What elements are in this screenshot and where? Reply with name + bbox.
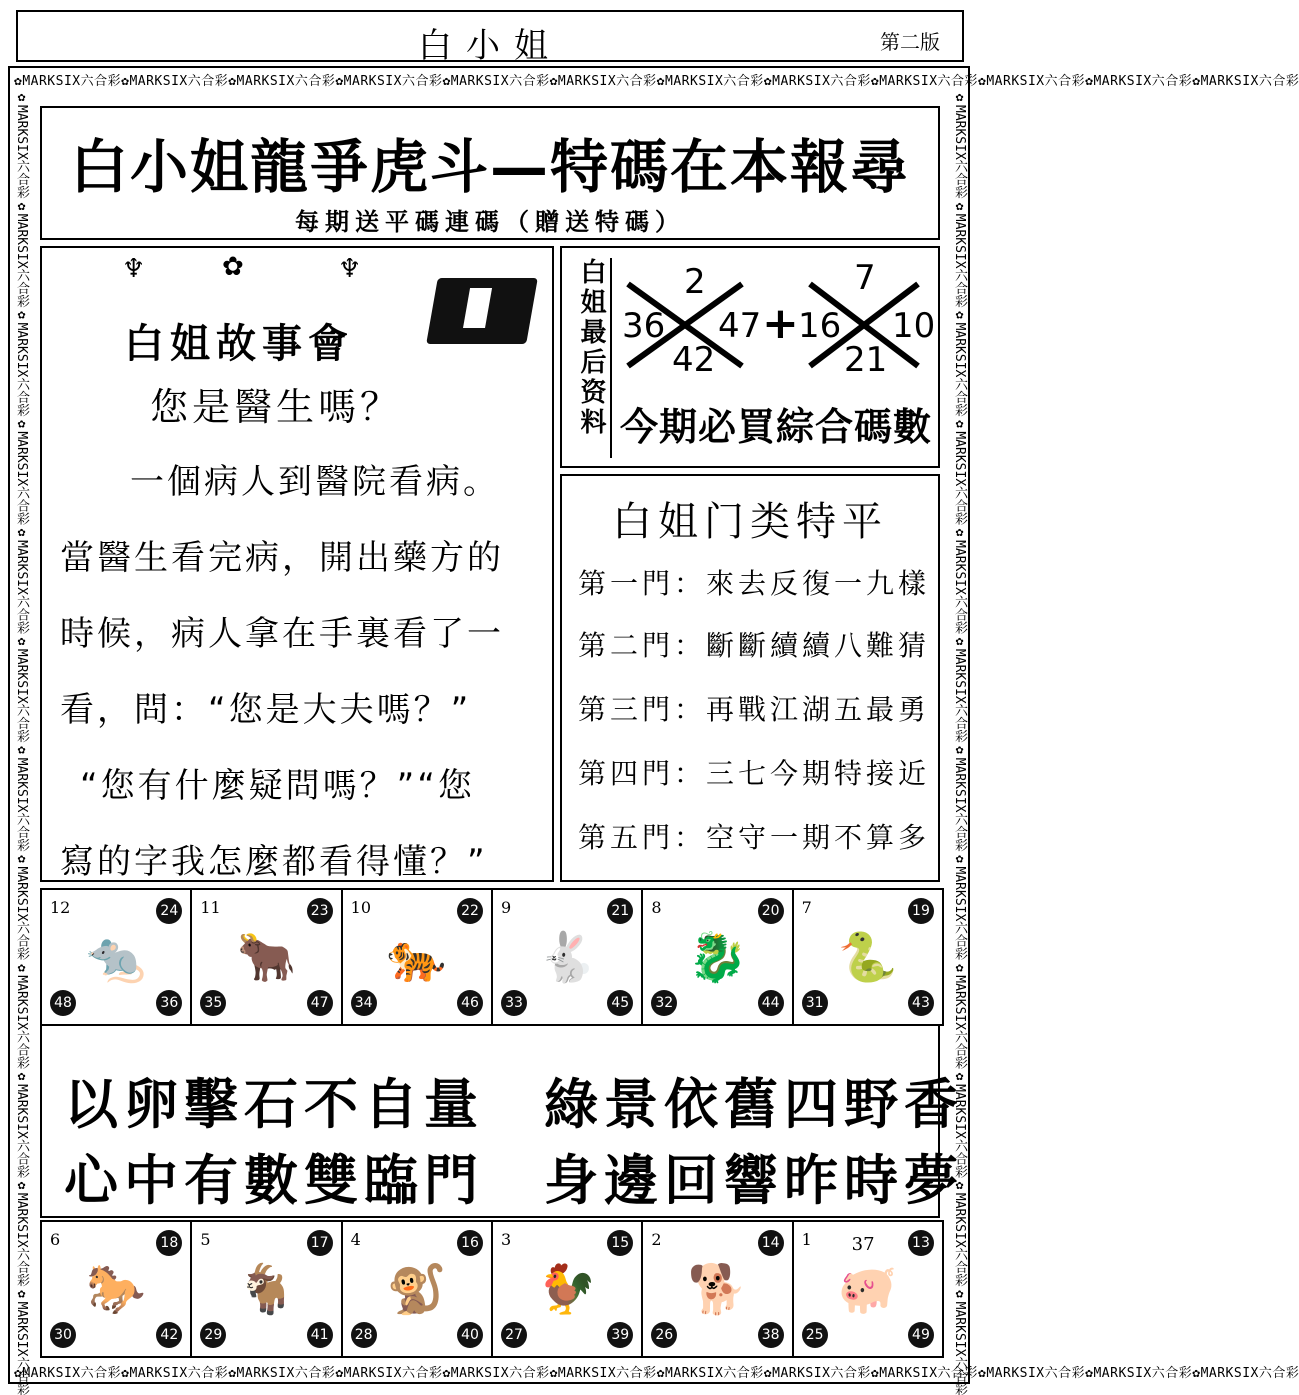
number-label: 42: [672, 340, 716, 380]
zodiac-number-tl: 9: [500, 898, 512, 917]
banner-subtitle: 每期送平碼連碼（贈送特碼）: [295, 208, 685, 236]
zodiac-cell-dragon: [643, 890, 793, 1024]
gate-label: 第二門：: [578, 629, 707, 662]
dragon-icon: 🐉: [687, 929, 748, 986]
gate-text: 再戰江湖五最勇: [706, 693, 931, 726]
zodiac-cell-horse: [42, 1222, 192, 1356]
gate-text: 來去反復一九樣: [706, 567, 931, 600]
rooster-icon: 🐓: [537, 1261, 598, 1318]
zodiac-number-bl: 28: [351, 1322, 377, 1348]
poem-panel: [40, 1024, 964, 1218]
zodiac-cell-tiger: [343, 890, 493, 1024]
gate-row: [578, 688, 930, 728]
zodiac-number-tl: 2: [651, 1230, 662, 1249]
book-icon: [426, 278, 538, 344]
zodiac-cell-ox: [192, 890, 342, 1024]
zodiac-number-tr: 19: [908, 898, 934, 924]
gates-title: 白姐门类特平: [612, 499, 888, 545]
zodiac-number-br: 40: [457, 1322, 483, 1348]
zodiac-number-tl: 12: [50, 898, 71, 917]
gate-row: [578, 562, 930, 602]
story-line: 時候，病人拿在手裏看了一: [60, 614, 504, 654]
zodiac-row-bottom: [40, 1220, 944, 1358]
lotus-icon: ♆: [338, 254, 362, 284]
story-body: [60, 444, 540, 900]
pig-icon: 🐖: [837, 1261, 898, 1318]
zodiac-number-tr: 18: [156, 1230, 182, 1256]
zodiac-number-tl: 1: [801, 1230, 812, 1249]
zodiac-cell-snake: [794, 890, 942, 1024]
number-label: 2: [684, 262, 706, 302]
rat-icon: 🐀: [86, 929, 147, 986]
gates-panel: [560, 474, 940, 882]
zodiac-number-tr: 13: [908, 1230, 934, 1256]
latest-numbers-panel: [560, 246, 940, 468]
zodiac-number-tr: 16: [457, 1230, 483, 1256]
zodiac-number-tl: 10: [350, 898, 372, 917]
ox-icon: 🐂: [236, 929, 297, 986]
zodiac-number-bl: 29: [200, 1322, 226, 1348]
zodiac-number-bl: 33: [501, 990, 527, 1016]
story-title: 白姐故事會: [124, 321, 354, 367]
zodiac-number-bl: 25: [802, 1322, 828, 1348]
side-label: 白姐最后资料: [574, 258, 612, 458]
gate-label: 第五門：: [578, 821, 707, 854]
plus-sign: +: [762, 298, 799, 349]
border-strip-top: ✿MARKSIX六合彩✿MARKSIX六合彩✿MARKSIX六合彩✿MARKSIX六合彩✿MARKSIX六合彩✿MARKSIX六合彩✿MARKSIX六合彩✿MARKSIX六合彩✿MARKSIX六合彩✿MARKSIX六合彩✿MARKSIX六合彩✿MARKSIX六合彩: [14, 74, 1299, 89]
story-line: 看，問：“您是大夫嗎？”: [60, 690, 472, 730]
zodiac-number-br: 45: [607, 990, 633, 1016]
zodiac-number-br: 39: [607, 1322, 633, 1348]
goat-icon: 🐐: [236, 1261, 297, 1318]
buy-text: 今期必買綜合碼數: [620, 405, 933, 449]
zodiac-row-top: [40, 888, 944, 1026]
zodiac-number-tl: 6: [50, 1230, 61, 1249]
zodiac-cell-monkey: [343, 1222, 493, 1356]
story-line: “您有什麼疑問嗎？”“您: [80, 766, 475, 806]
zodiac-number-br: 38: [758, 1322, 784, 1348]
zodiac-number-tr: 14: [758, 1230, 784, 1256]
dog-icon: 🐕: [687, 1261, 748, 1318]
zodiac-number-br: 47: [307, 990, 333, 1016]
border-strip-right: ✿MARKSIX六合彩✿MARKSIX六合彩✿MARKSIX六合彩✿MARKSIX六合彩✿MARKSIX六合彩✿MARKSIX六合彩✿MARKSIX六合彩✿MARKSIX六合彩✿MARKSIX六合彩✿MARKSIX六合彩✿MARKSIX六合彩✿MARKSIX六合彩: [952, 90, 967, 1395]
zodiac-number-br: 41: [307, 1322, 333, 1348]
zodiac-cell-rabbit: [493, 890, 643, 1024]
main-banner: [40, 106, 940, 240]
gate-text: 三七今期特接近: [706, 757, 931, 790]
number-label: 7: [854, 258, 876, 298]
gate-label: 第一門：: [578, 567, 707, 600]
flower-icon: ✿: [222, 252, 244, 282]
monkey-icon: 🐒: [386, 1261, 447, 1318]
banner-title: 白小姐龍爭虎斗—特碼在本報尋: [69, 133, 910, 201]
zodiac-number-tr: 22: [457, 898, 483, 924]
zodiac-number-bl: 48: [50, 990, 76, 1016]
zodiac-number-tl: 4: [350, 1230, 361, 1249]
number-label: 21: [844, 340, 888, 380]
tiger-icon: 🐅: [386, 929, 447, 986]
edition-label: 第二版: [880, 30, 940, 54]
zodiac-number-bl: 34: [351, 990, 377, 1016]
horse-icon: 🐎: [86, 1261, 147, 1318]
page-header: [16, 10, 964, 66]
zodiac-number-bl: 31: [802, 990, 828, 1016]
zodiac-number-tr: 17: [307, 1230, 333, 1256]
zodiac-number-bl: 26: [651, 1322, 677, 1348]
lotus-icon: ♆: [122, 254, 146, 284]
number-label: 47: [718, 306, 762, 346]
zodiac-cell-pig: [794, 1222, 942, 1356]
story-line: 一個病人到醫院看病。: [130, 462, 500, 502]
gate-text: 斷斷續續八難猜: [706, 629, 931, 662]
zodiac-cell-dog: [643, 1222, 793, 1356]
zodiac-cell-rooster: [493, 1222, 643, 1356]
gate-row: [578, 624, 930, 664]
zodiac-number-br: 43: [908, 990, 934, 1016]
story-panel: [40, 246, 554, 882]
zodiac-number-tl: 11: [200, 898, 221, 917]
zodiac-number-tr: 24: [156, 898, 182, 924]
number-label: 10: [892, 306, 936, 346]
zodiac-number-br: 46: [457, 990, 483, 1016]
poem-line-1: 以卵擊石不自量 綠景依舊四野香: [64, 1073, 964, 1136]
zodiac-number-tr: 23: [307, 898, 333, 924]
gate-text: 空守一期不算多: [706, 821, 931, 854]
story-question: 您是醫生嗎？: [150, 385, 403, 429]
poem-line-2: 心中有數雙臨門 身邊回響昨時夢: [64, 1149, 964, 1212]
zodiac-number-tr: 21: [607, 898, 633, 924]
zodiac-cell-rat: [42, 890, 192, 1024]
zodiac-number-tr: 20: [758, 898, 784, 924]
zodiac-number-bl: 27: [501, 1322, 527, 1348]
rabbit-icon: 🐇: [537, 929, 598, 986]
number-label: 16: [798, 306, 842, 346]
zodiac-number-br: 49: [908, 1322, 934, 1348]
zodiac-number-tl: 8: [651, 898, 662, 917]
zodiac-number-tr: 15: [607, 1230, 633, 1256]
zodiac-number-bl: 35: [200, 990, 226, 1016]
number-label: 36: [622, 306, 666, 346]
page-title: 白小姐: [418, 26, 562, 66]
story-line: 寫的字我怎麼都看得懂？”: [60, 842, 488, 882]
zodiac-number-tl: 5: [200, 1230, 211, 1249]
border-strip-left: ✿MARKSIX六合彩✿MARKSIX六合彩✿MARKSIX六合彩✿MARKSIX六合彩✿MARKSIX六合彩✿MARKSIX六合彩✿MARKSIX六合彩✿MARKSIX六合彩✿MARKSIX六合彩✿MARKSIX六合彩✿MARKSIX六合彩✿MARKSIX六合彩: [14, 90, 29, 1395]
zodiac-cell-goat: [192, 1222, 342, 1356]
gate-row: [578, 816, 930, 856]
zodiac-number-br: 44: [758, 990, 784, 1016]
gate-label: 第四門：: [578, 757, 707, 790]
story-line: 當醫生看完病，開出藥方的: [60, 538, 504, 578]
zodiac-number-tl: 3: [500, 1230, 512, 1249]
snake-icon: 🐍: [837, 929, 898, 986]
gate-label: 第三門：: [578, 693, 707, 726]
zodiac-number-br: 42: [156, 1322, 182, 1348]
gate-row: [578, 752, 930, 792]
zodiac-number-br: 36: [156, 990, 182, 1016]
border-strip-bottom: ✿MARKSIX六合彩✿MARKSIX六合彩✿MARKSIX六合彩✿MARKSIX六合彩✿MARKSIX六合彩✿MARKSIX六合彩✿MARKSIX六合彩✿MARKSIX六合彩✿MARKSIX六合彩✿MARKSIX六合彩✿MARKSIX六合彩✿MARKSIX六合彩: [14, 1366, 1299, 1381]
zodiac-number-bl: 30: [50, 1322, 76, 1348]
zodiac-number-bl: 32: [651, 990, 677, 1016]
zodiac-number-mid: 37: [851, 1234, 875, 1255]
zodiac-number-tl: 7: [801, 898, 812, 917]
